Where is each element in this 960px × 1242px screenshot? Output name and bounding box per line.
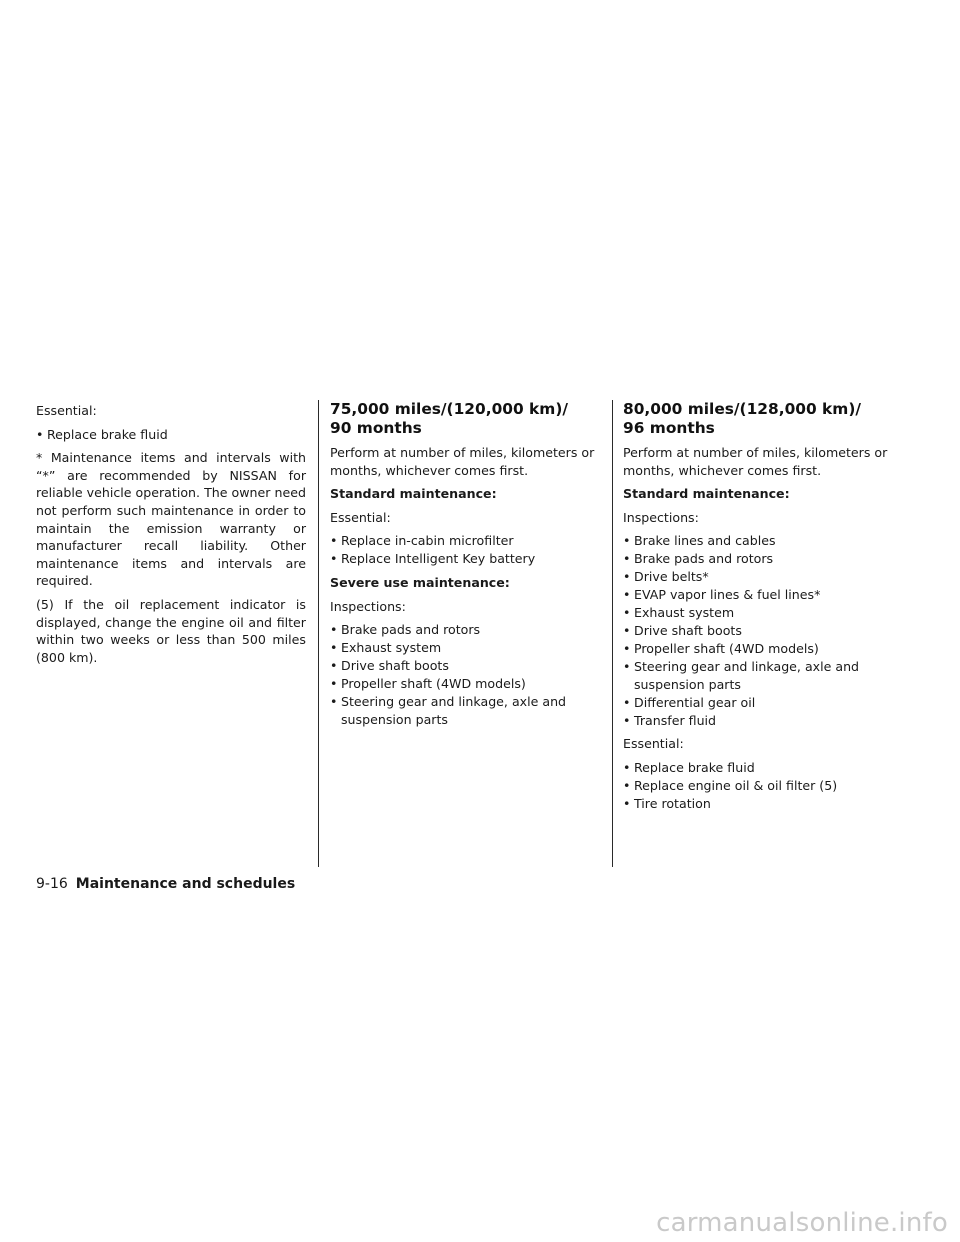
list-item: • Propeller shaft (4WD models) xyxy=(330,675,602,693)
oil-indicator-note: (5) If the oil replacement indicator is displayed, change the engine oil and filter within two weeks or less than 500 miles (800 km). xyxy=(36,596,306,665)
essential-label: Essential: xyxy=(36,403,97,418)
heading-line: 75,000 miles/(120,000 km)/ xyxy=(330,400,568,418)
section-title: Maintenance and schedules xyxy=(75,876,296,892)
column-1 xyxy=(36,402,306,672)
column-divider xyxy=(318,400,319,867)
essential-list xyxy=(36,426,306,444)
section-heading-75000 xyxy=(330,400,602,438)
essential-label: Essential: xyxy=(330,509,391,525)
list-item: • Propeller shaft (4WD models) xyxy=(623,640,898,658)
heading-line: 96 months xyxy=(623,419,715,437)
column-3 xyxy=(623,402,898,819)
inspections-list xyxy=(623,532,898,729)
essential-list xyxy=(330,532,602,568)
list-item: • Replace Intelligent Key battery xyxy=(330,550,602,568)
list-item: • Replace engine oil & oil filter (5) xyxy=(623,777,898,795)
severe-maintenance-label: Severe use maintenance: xyxy=(330,574,510,590)
essential-list xyxy=(623,759,898,813)
essential-label: Essential: xyxy=(623,736,684,752)
inspections-label: Inspections: xyxy=(330,598,406,614)
list-item: • Brake pads and rotors xyxy=(623,550,898,568)
page-footer xyxy=(36,876,295,892)
list-item: • Drive belts* xyxy=(623,568,898,586)
intro-text: Perform at number of miles, kilometers or months, whichever comes first. xyxy=(623,445,888,478)
watermark: carmanualsonline.info xyxy=(656,1208,948,1238)
column-divider xyxy=(612,400,613,867)
list-item: • Steering gear and linkage, axle and suspension parts xyxy=(330,693,602,728)
list-item: • Steering gear and linkage, axle and suspension parts xyxy=(623,658,898,693)
asterisk-note: * Maintenance items and intervals with “*” are recommended by NISSAN for reliable vehicle operation. The owner need not perform such maintenance in order to maintain the emission warranty or manufacturer recall liability. Other maintenance items and intervals are required. xyxy=(36,450,306,589)
list-item: • Replace brake fluid xyxy=(623,759,898,777)
list-item: • Replace brake fluid xyxy=(36,426,306,444)
intro-text: Perform at number of miles, kilometers or months, whichever comes first. xyxy=(330,445,595,478)
heading-line: 90 months xyxy=(330,419,422,437)
list-item: • Tire rotation xyxy=(623,795,898,813)
list-item: • Brake lines and cables xyxy=(623,532,898,550)
column-2 xyxy=(330,402,602,734)
inspections-list xyxy=(330,621,602,728)
heading-line: 80,000 miles/(128,000 km)/ xyxy=(623,400,861,418)
standard-maintenance-label: Standard maintenance: xyxy=(623,486,790,502)
list-item: • Brake pads and rotors xyxy=(330,621,602,639)
page-number: 9-16 xyxy=(36,876,68,892)
list-item: • Drive shaft boots xyxy=(330,657,602,675)
list-item: • Differential gear oil xyxy=(623,694,898,712)
inspections-label: Inspections: xyxy=(623,509,699,525)
list-item: • Exhaust system xyxy=(623,604,898,622)
section-heading-80000 xyxy=(623,400,898,438)
standard-maintenance-label: Standard maintenance: xyxy=(330,486,497,502)
list-item: • Transfer fluid xyxy=(623,712,898,730)
list-item: • Replace in-cabin microfilter xyxy=(330,532,602,550)
list-item: • Exhaust system xyxy=(330,639,602,657)
list-item: • Drive shaft boots xyxy=(623,622,898,640)
list-item: • EVAP vapor lines & fuel lines* xyxy=(623,586,898,604)
